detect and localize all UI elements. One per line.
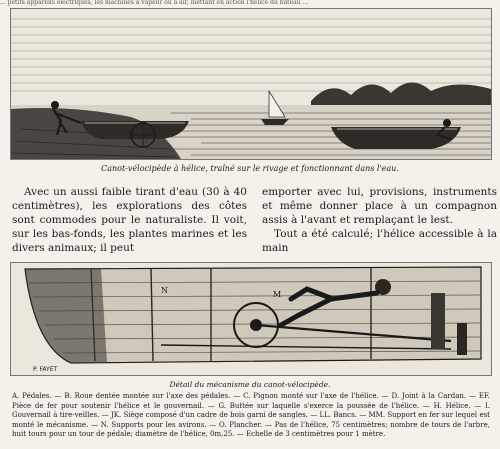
- engraver-signature: P. FAYET: [33, 366, 58, 373]
- paragraph-right-1: emporter avec lui, provisions, instruments et même donner place à un compagnon assis à l'avant et remplaçant le lest.: [262, 186, 497, 226]
- engraving-boat-shore: [10, 8, 492, 160]
- label-n: N: [161, 286, 168, 295]
- paragraph-right-2: Tout a été calculé; l'hélice accessible à la main: [262, 228, 497, 254]
- figure-bottom-caption: Détail du mécanisme du canot-vélocipède.: [169, 380, 331, 389]
- text-column-left: [12, 185, 247, 255]
- paragraph-left: Avec un aussi faible tirant d'eau (30 à 40 centimètres), les explorations des côtes sont commodes pour le naturaliste. Il voit, sur les bas-fonds, les plantes marines et les divers animaux; il peut: [12, 186, 247, 254]
- figure-top-caption: Canot-vélocipède à hélice, traîné sur le rivage et fonctionnant dans l'eau.: [101, 164, 399, 173]
- text-column-right: [262, 185, 497, 255]
- label-m: M: [273, 290, 282, 299]
- engraving-mechanism-detail: [10, 262, 492, 376]
- figure-legend: A. Pédales. — B. Roue dentée montée sur l'axe des pédales. — C. Pignon monté sur l'axe de l'hélice. — D. Joint à la Cardan. — EF. Pièce de fer pour soutenir l'hélice et le gouvernail. — G. Buttée sur laquelle s'exerce la poussée de l'hélice. — H. Hélice. — I. Gouvernail à tire-veilles. — JK. Siège composé d'un cadre de bois garni de sangles. — LL. Bancs. — MM. Support en fer sur lequel est monté le mécanisme. — N. Supports pour les avirons. — O. Plancher. — Pas de l'hélice, 75 centimètres; nombre de tours de l'arbre, huit tours pour un tour de pédale; diamètre de l'hélice, 0m,25. — Echelle de 3 centimètres pour 1 mètre.: [12, 392, 490, 438]
- header-fragment: ... petits appareils électriques, les machines à vapeur ou à air, mettant en action l'hélice du bateau ...: [0, 0, 309, 6]
